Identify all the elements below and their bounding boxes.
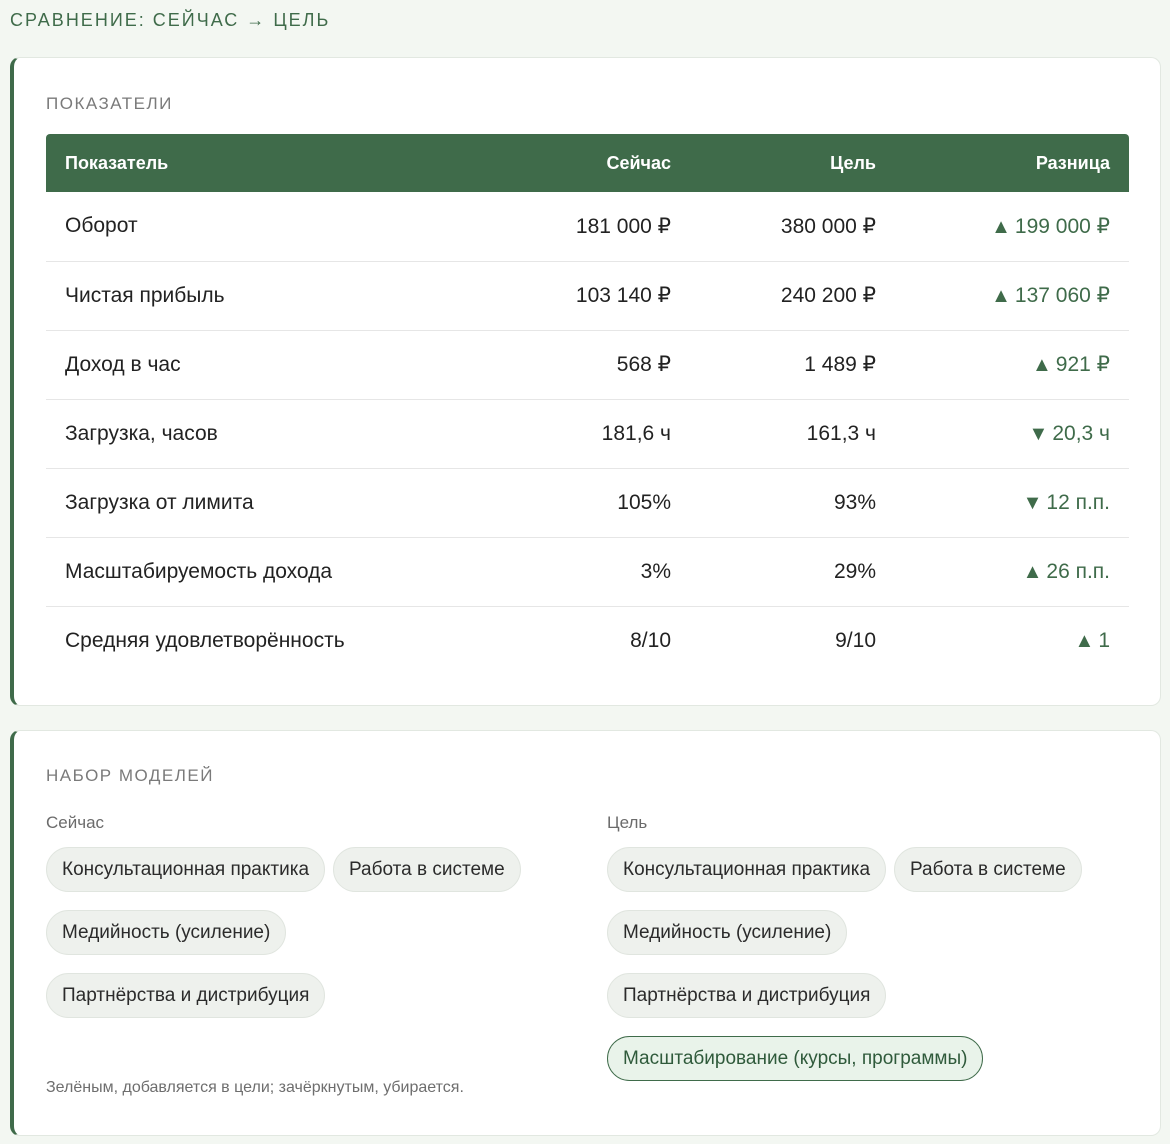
metric-goal-value: 29% <box>690 537 895 606</box>
metric-now-value: 568 ₽ <box>490 330 690 399</box>
table-row <box>46 261 1129 330</box>
models-heading: НАБОР МОДЕЛЕЙ <box>46 766 214 785</box>
metric-goal-value: 93% <box>690 468 895 537</box>
model-chip: Партнёрства и дистрибуция <box>607 973 886 1018</box>
metric-now-value: 105% <box>490 468 690 537</box>
metric-goal-value: 161,3 ч <box>690 399 895 468</box>
metric-now-value: 181,6 ч <box>490 399 690 468</box>
triangle-down-icon: ▼ <box>1022 491 1043 514</box>
metric-goal-value: 9/10 <box>835 628 876 652</box>
metric-diff-value: 199 000 ₽ <box>1014 214 1110 238</box>
metric-goal-value: 1 489 ₽ <box>690 330 895 399</box>
model-chip-added: Масштабирование (курсы, программы) <box>607 1036 983 1081</box>
metric-diff <box>895 399 1129 468</box>
metric-now-value: 181 000 ₽ <box>490 192 690 261</box>
metric-diff <box>895 330 1129 399</box>
metrics-card <box>10 57 1161 706</box>
models-now-chips <box>46 847 566 1018</box>
column-header-goal: Цель <box>830 152 876 173</box>
legend-footnote: Зелёным, добавляется в цели; зачёркнутым, убирается. <box>46 1079 464 1096</box>
metric-diff <box>895 192 1129 261</box>
model-chip: Консультационная практика <box>607 847 886 892</box>
metric-goal-value: 240 200 ₽ <box>690 261 895 330</box>
metrics-heading: ПОКАЗАТЕЛИ <box>46 94 173 113</box>
model-chip: Медийность (усиление) <box>607 910 847 955</box>
metrics-table <box>46 134 1129 675</box>
model-chip: Работа в системе <box>894 847 1082 892</box>
model-chip: Партнёрства и дистрибуция <box>46 973 325 1018</box>
models-now-column <box>46 813 566 1018</box>
metric-diff-value: 921 ₽ <box>1055 353 1110 376</box>
column-header-now: Сейчас <box>606 152 671 173</box>
metric-name: Загрузка от лимита <box>46 468 490 537</box>
metric-diff-value: 26 п.п. <box>1046 559 1110 583</box>
triangle-up-icon: ▲ <box>991 215 1011 238</box>
models-goal-label: Цель <box>607 813 648 832</box>
metric-goal-value: 380 000 ₽ <box>690 192 895 261</box>
models-goal-column <box>607 813 1127 1081</box>
triangle-up-icon: ▲ <box>1074 629 1095 652</box>
models-goal-chips <box>607 847 1127 1081</box>
table-row <box>46 468 1129 537</box>
model-chip: Медийность (усиление) <box>46 910 286 955</box>
metric-name: Загрузка, часов <box>46 399 490 468</box>
table-row <box>46 537 1129 606</box>
metric-diff <box>895 261 1129 330</box>
table-row <box>46 192 1129 261</box>
triangle-down-icon: ▼ <box>1028 422 1049 445</box>
column-header-diff: Разница <box>1035 152 1110 173</box>
metric-name: Средняя удовлетворённость <box>65 628 345 652</box>
metric-name: Доход в час <box>46 330 490 399</box>
triangle-up-icon: ▲ <box>1022 560 1043 583</box>
triangle-up-icon: ▲ <box>1031 354 1052 376</box>
section-title: СРАВНЕНИЕ: СЕЙЧАС → ЦЕЛЬ <box>10 10 331 30</box>
metric-now-value: 8/10 <box>630 628 671 652</box>
table-row <box>46 399 1129 468</box>
metric-diff-value: 137 060 ₽ <box>1014 284 1110 307</box>
metric-diff-value: 1 <box>1098 628 1110 652</box>
table-row <box>46 606 1129 675</box>
metric-diff-value: 12 п.п. <box>1046 490 1110 514</box>
metric-name: Чистая прибыль <box>46 261 490 330</box>
triangle-up-icon: ▲ <box>991 285 1011 307</box>
metric-diff-value: 20,3 ч <box>1052 421 1110 445</box>
metrics-header-row <box>46 134 1129 192</box>
model-chip: Работа в системе <box>333 847 521 892</box>
metric-diff <box>895 468 1129 537</box>
models-now-label: Сейчас <box>46 813 105 832</box>
metric-name: Оборот <box>46 192 490 261</box>
models-card <box>10 730 1161 1136</box>
metric-now-value: 103 140 ₽ <box>490 261 690 330</box>
table-row <box>46 330 1129 399</box>
metric-diff <box>895 606 1129 675</box>
metric-name: Масштабируемость дохода <box>46 537 490 606</box>
model-chip: Консультационная практика <box>46 847 325 892</box>
column-header-metric: Показатель <box>65 152 169 173</box>
metric-now-value: 3% <box>490 537 690 606</box>
metric-diff <box>895 537 1129 606</box>
